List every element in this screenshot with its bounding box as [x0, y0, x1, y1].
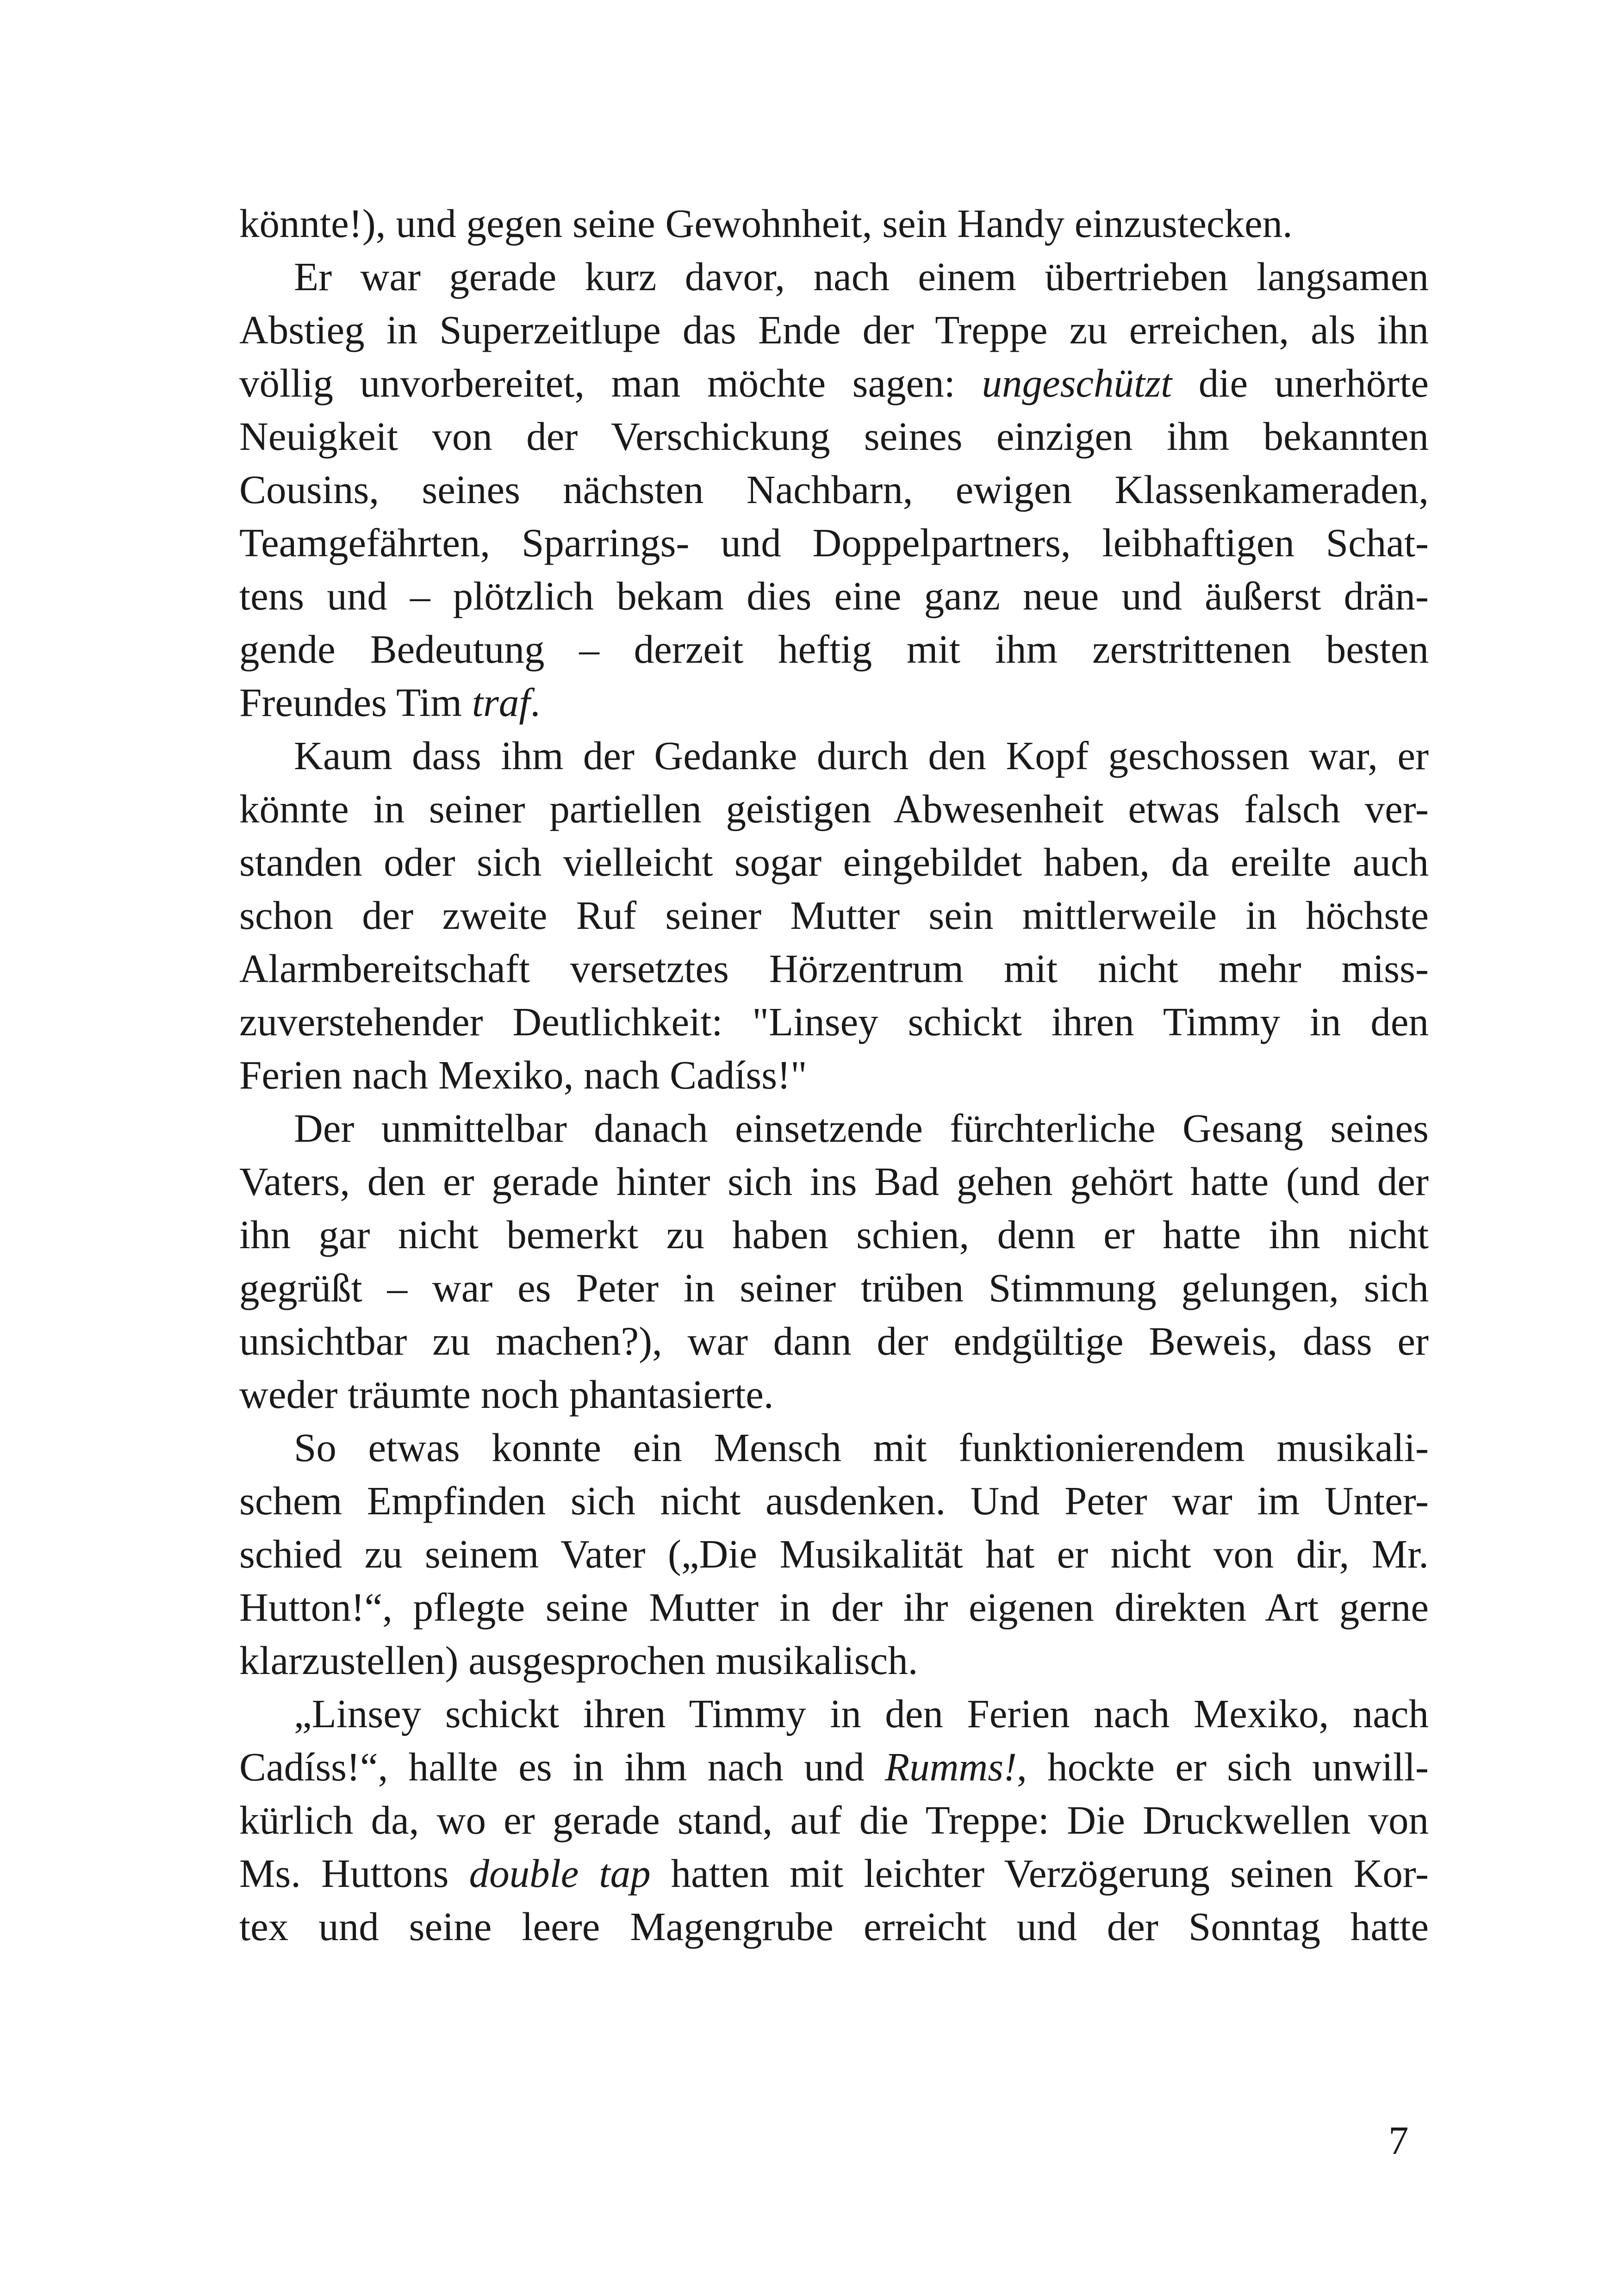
text-line [239, 1793, 1429, 1847]
text-line [239, 835, 1429, 889]
text-segment: Ferien nach Mexiko, nach Cadíss!" [239, 1052, 807, 1097]
italic-text: ungeschützt [982, 361, 1172, 405]
text-segment: hatten mit leichter Verzögerung seinen Kor- [650, 1851, 1429, 1896]
text-line [239, 1847, 1429, 1900]
text-segment: Vaters, den er gerade hinter sich ins Bad gehen gehört hatte (und der [239, 1159, 1429, 1204]
text-segment: Cadíss!“, hallte es in ihm nach und [239, 1744, 885, 1789]
text-segment: unsichtbar zu machen?), war dann der endgültige Beweis, dass er [239, 1319, 1429, 1363]
text-segment: . [530, 680, 541, 725]
text-line [239, 1155, 1429, 1208]
text-segment: Er war gerade kurz davor, nach einem übertrieben langsamen [294, 254, 1429, 299]
text-segment: schied zu seinem Vater („Die Musikalität hat er nicht von dir, Mr. [239, 1531, 1429, 1576]
text-line [239, 729, 1429, 782]
text-line [239, 782, 1429, 835]
text-line [239, 1368, 1429, 1421]
text-line [239, 1580, 1429, 1634]
text-segment: Der unmittelbar danach einsetzende fürchterliche Gesang seines [294, 1106, 1429, 1151]
text-segment: schem Empfinden sich nicht ausdenken. Und Peter war im Unter- [239, 1478, 1429, 1523]
text-line [239, 1261, 1429, 1314]
text-segment: Hutton!“, pflegte seine Mutter in der ihr eigenen direkten Art gerne [239, 1585, 1429, 1630]
text-line [239, 995, 1429, 1048]
text-line [239, 1048, 1429, 1101]
text-line [239, 1900, 1429, 1953]
text-segment: könnte!), und gegen seine Gewohnheit, sein Handy einzustecken. [239, 201, 1293, 246]
text-line [239, 356, 1429, 410]
text-segment: weder träumte noch phantasierte. [239, 1372, 774, 1417]
text-line [239, 889, 1429, 942]
text-line [239, 410, 1429, 463]
text-segment: klarzustellen) ausgesprochen musikalisch. [239, 1638, 918, 1683]
italic-text: traf [472, 680, 530, 725]
text-segment: „Linsey schickt ihren Timmy in den Ferien nach Mexiko, nach [294, 1691, 1429, 1736]
text-line [239, 463, 1429, 516]
text-segment: ihn gar nicht bemerkt zu haben schien, denn er hatte ihn nicht [239, 1212, 1429, 1257]
text-segment: Kaum dass ihm der Gedanke durch den Kopf geschossen war, er [294, 733, 1429, 778]
text-segment: Abstieg in Superzeitlupe das Ende der Treppe zu erreichen, als ihn [239, 307, 1429, 352]
text-segment: schon der zweite Ruf seiner Mutter sein mittlerweile in höchste [239, 893, 1429, 938]
text-line [239, 942, 1429, 995]
text-segment: gegrüßt – war es Peter in seiner trüben Stimmung gelungen, sich [239, 1265, 1429, 1310]
text-segment: völlig unvorbereitet, man möchte sagen: [239, 361, 982, 405]
text-segment: Teamgefährten, Sparrings- und Doppelpartners, leibhaftigen Schat- [239, 520, 1429, 565]
text-line [239, 676, 1429, 729]
text-segment: kürlich da, wo er gerade stand, auf die Treppe: Die Druckwellen von [239, 1798, 1429, 1842]
text-segment: So etwas konnte ein Mensch mit funktionierendem musikali- [294, 1425, 1429, 1470]
text-segment: könnte in seiner partiellen geistigen Abwesenheit etwas falsch ver- [239, 786, 1429, 831]
text-line [239, 1208, 1429, 1261]
italic-text: Rumms! [884, 1744, 1017, 1789]
text-line [239, 197, 1429, 250]
text-segment: tens und – plötzlich bekam dies eine ganz neue und äußerst drän- [239, 573, 1429, 618]
text-line [239, 622, 1429, 676]
italic-text: double tap [469, 1851, 651, 1896]
text-segment: Freundes Tim [239, 680, 472, 725]
text-line [239, 1314, 1429, 1368]
text-line [239, 1101, 1429, 1155]
text-line [239, 250, 1429, 303]
text-segment: gende Bedeutung – derzeit heftig mit ihm zerstrittenen besten [239, 627, 1429, 672]
text-segment: Cousins, seines nächsten Nachbarn, ewigen Klassenkameraden, [239, 467, 1429, 512]
text-line [239, 1634, 1429, 1687]
text-segment: Alarmbereitschaft versetztes Hörzentrum mit nicht mehr miss- [239, 946, 1429, 991]
body-text [239, 197, 1429, 1953]
page-number: 7 [1388, 2118, 1409, 2163]
text-segment: die unerhörte [1172, 361, 1429, 405]
text-segment: zuverstehender Deutlichkeit: "Linsey schickt ihren Timmy in den [239, 999, 1429, 1044]
text-line [239, 1474, 1429, 1527]
text-line [239, 516, 1429, 569]
text-segment: , hockte er sich unwill- [1017, 1744, 1429, 1789]
text-segment: Neuigkeit von der Verschickung seines einzigen ihm bekannten [239, 414, 1429, 459]
text-line [239, 1527, 1429, 1580]
text-line [239, 303, 1429, 356]
text-segment: Ms. Huttons [239, 1851, 469, 1896]
text-line [239, 1687, 1429, 1740]
text-line [239, 1740, 1429, 1793]
text-segment: tex und seine leere Magengrube erreicht und der Sonntag hatte [239, 1904, 1429, 1949]
text-line [239, 569, 1429, 622]
text-segment: standen oder sich vielleicht sogar eingebildet haben, da ereilte auch [239, 840, 1429, 884]
text-line [239, 1421, 1429, 1474]
